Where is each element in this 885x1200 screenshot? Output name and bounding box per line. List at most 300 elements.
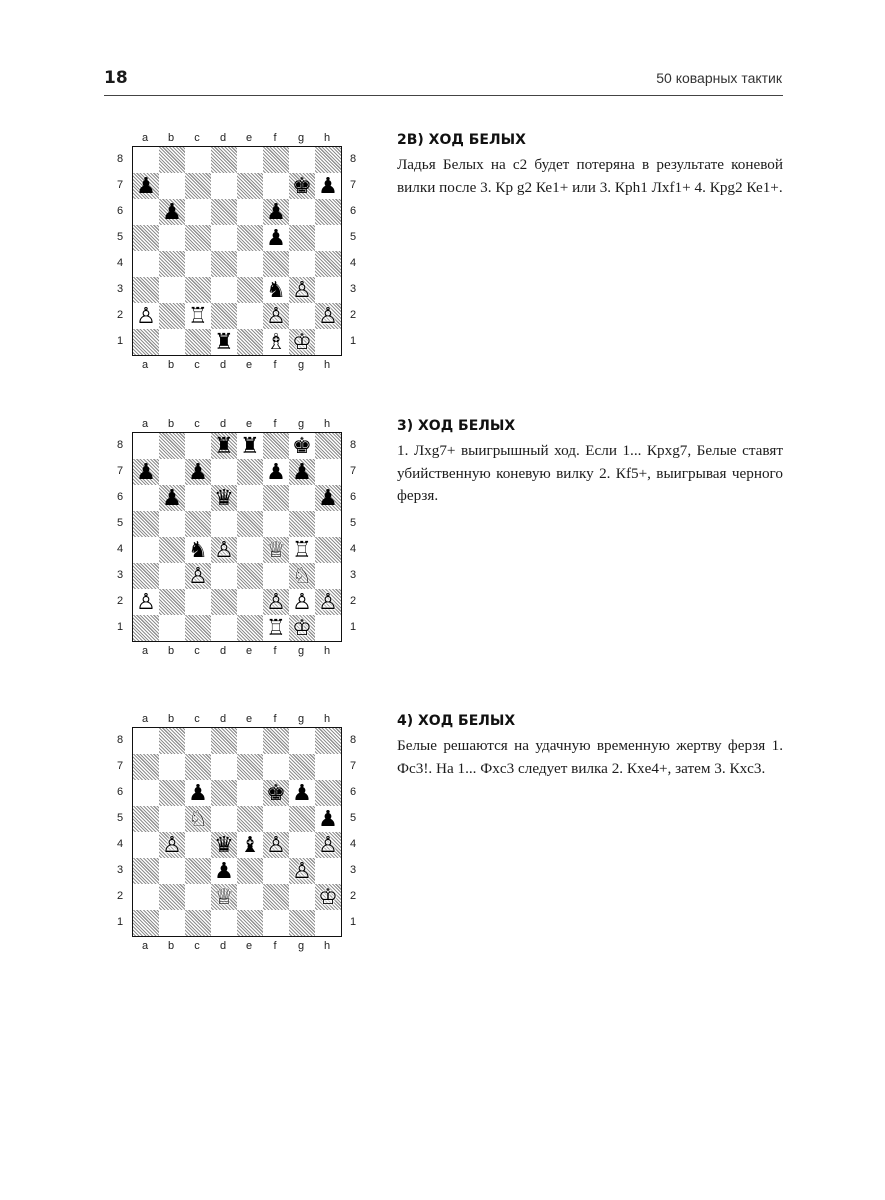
square-c2 — [185, 589, 211, 615]
square-g1 — [289, 910, 315, 936]
black-rook-e8: ♜ — [240, 434, 260, 459]
white-bishop-f1: ♗ — [266, 330, 286, 355]
square-b1 — [159, 329, 185, 355]
white-pawn-h2: ♙ — [318, 590, 338, 615]
square-c1 — [185, 615, 211, 641]
black-pawn-a7: ♟ — [136, 174, 156, 199]
black-pawn-c7: ♟ — [188, 460, 208, 485]
square-c3 — [185, 277, 211, 303]
square-b4 — [159, 251, 185, 277]
black-pawn-d3: ♟ — [214, 859, 234, 884]
white-queen-f4: ♕ — [266, 538, 286, 563]
square-g6 — [289, 199, 315, 225]
square-h1 — [315, 615, 341, 641]
square-b3 — [159, 277, 185, 303]
square-f5 — [263, 511, 289, 537]
file-label-h: h — [323, 645, 331, 657]
square-h3 — [315, 277, 341, 303]
square-a3 — [133, 277, 159, 303]
page-number: 18 — [104, 68, 128, 88]
file-label-d: d — [219, 645, 227, 657]
white-pawn-f2: ♙ — [266, 590, 286, 615]
rank-label-5: 5 — [349, 812, 357, 824]
square-e2 — [237, 589, 263, 615]
square-e6 — [237, 780, 263, 806]
rank-label-3: 3 — [116, 569, 124, 581]
rank-label-8: 8 — [116, 153, 124, 165]
rank-label-7: 7 — [349, 179, 357, 191]
black-king-g8: ♚ — [292, 434, 312, 459]
square-h4 — [315, 537, 341, 563]
square-e2 — [237, 303, 263, 329]
black-rook-d1: ♜ — [214, 330, 234, 355]
rank-label-1: 1 — [116, 621, 124, 633]
square-b7 — [159, 173, 185, 199]
square-e8 — [237, 728, 263, 754]
rank-label-4: 4 — [116, 543, 124, 555]
black-queen-d6: ♛ — [214, 486, 234, 511]
chess-board — [132, 146, 342, 356]
rank-label-2: 2 — [349, 309, 357, 321]
square-h3 — [315, 858, 341, 884]
white-rook-c2: ♖ — [188, 304, 208, 329]
square-a8 — [133, 433, 159, 459]
square-e7 — [237, 173, 263, 199]
square-a5 — [133, 225, 159, 251]
square-h8 — [315, 147, 341, 173]
square-e4 — [237, 537, 263, 563]
file-label-b: b — [167, 418, 175, 430]
file-label-c: c — [194, 713, 200, 725]
file-label-h: h — [323, 940, 331, 952]
square-h1 — [315, 910, 341, 936]
square-c7 — [185, 754, 211, 780]
header-rule — [104, 95, 783, 96]
square-b2 — [159, 303, 185, 329]
file-label-d: d — [219, 940, 227, 952]
square-a2 — [133, 884, 159, 910]
square-d5 — [211, 511, 237, 537]
file-label-g: g — [297, 713, 305, 725]
square-f5 — [263, 806, 289, 832]
square-c6 — [185, 199, 211, 225]
black-knight-f3: ♞ — [266, 278, 286, 303]
square-h6 — [315, 780, 341, 806]
file-label-h: h — [323, 132, 331, 144]
square-a3 — [133, 858, 159, 884]
file-label-c: c — [194, 359, 200, 371]
square-f4 — [263, 251, 289, 277]
square-d3 — [211, 563, 237, 589]
square-a7 — [133, 754, 159, 780]
black-pawn-h5: ♟ — [318, 807, 338, 832]
file-label-a: a — [141, 940, 149, 952]
chess-board — [132, 432, 342, 642]
white-king-g1: ♔ — [292, 330, 312, 355]
file-label-g: g — [297, 418, 305, 430]
square-h1 — [315, 329, 341, 355]
rank-label-6: 6 — [116, 205, 124, 217]
square-d8 — [211, 728, 237, 754]
white-pawn-a2: ♙ — [136, 304, 156, 329]
black-pawn-h7: ♟ — [318, 174, 338, 199]
square-f8 — [263, 147, 289, 173]
file-label-e: e — [245, 418, 253, 430]
square-c1 — [185, 910, 211, 936]
file-label-h: h — [323, 359, 331, 371]
black-bishop-e4: ♝ — [240, 833, 260, 858]
square-b2 — [159, 589, 185, 615]
file-label-a: a — [141, 418, 149, 430]
file-label-b: b — [167, 940, 175, 952]
square-d7 — [211, 173, 237, 199]
square-e3 — [237, 858, 263, 884]
white-king-g1: ♔ — [292, 616, 312, 641]
square-c4 — [185, 251, 211, 277]
rank-label-7: 7 — [349, 760, 357, 772]
rank-label-4: 4 — [349, 838, 357, 850]
square-d8 — [211, 147, 237, 173]
square-a6 — [133, 485, 159, 511]
white-pawn-g2: ♙ — [292, 590, 312, 615]
square-d2 — [211, 303, 237, 329]
file-label-c: c — [194, 132, 200, 144]
square-b6 — [159, 780, 185, 806]
white-knight-c5: ♘ — [188, 807, 208, 832]
rank-label-6: 6 — [349, 786, 357, 798]
file-label-g: g — [297, 132, 305, 144]
rank-label-5: 5 — [116, 812, 124, 824]
square-b7 — [159, 754, 185, 780]
square-b8 — [159, 433, 185, 459]
square-b7 — [159, 459, 185, 485]
square-e6 — [237, 199, 263, 225]
rank-label-3: 3 — [349, 864, 357, 876]
square-f8 — [263, 433, 289, 459]
black-pawn-a7: ♟ — [136, 460, 156, 485]
rank-label-1: 1 — [116, 916, 124, 928]
file-label-a: a — [141, 132, 149, 144]
puzzle-title: 2В) ХОД БЕЛЫХ — [397, 132, 526, 148]
square-e1 — [237, 329, 263, 355]
file-label-a: a — [141, 645, 149, 657]
black-pawn-c6: ♟ — [188, 781, 208, 806]
square-b8 — [159, 728, 185, 754]
puzzle-title: 3) ХОД БЕЛЫХ — [397, 418, 516, 434]
file-label-d: d — [219, 713, 227, 725]
rank-label-7: 7 — [116, 760, 124, 772]
file-label-e: e — [245, 713, 253, 725]
square-h4 — [315, 251, 341, 277]
square-c7 — [185, 173, 211, 199]
file-label-b: b — [167, 645, 175, 657]
square-e5 — [237, 806, 263, 832]
black-queen-d4: ♛ — [214, 833, 234, 858]
square-h7 — [315, 459, 341, 485]
square-a4 — [133, 537, 159, 563]
square-f3 — [263, 563, 289, 589]
square-e8 — [237, 147, 263, 173]
rank-label-3: 3 — [116, 283, 124, 295]
rank-label-5: 5 — [116, 231, 124, 243]
square-c8 — [185, 728, 211, 754]
square-d7 — [211, 754, 237, 780]
square-c1 — [185, 329, 211, 355]
square-e4 — [237, 251, 263, 277]
black-pawn-f5: ♟ — [266, 226, 286, 251]
rank-label-2: 2 — [116, 309, 124, 321]
file-label-b: b — [167, 359, 175, 371]
square-h5 — [315, 225, 341, 251]
black-pawn-f7: ♟ — [266, 460, 286, 485]
rank-label-2: 2 — [116, 890, 124, 902]
white-pawn-b4: ♙ — [162, 833, 182, 858]
square-c5 — [185, 225, 211, 251]
file-label-h: h — [323, 418, 331, 430]
square-a3 — [133, 563, 159, 589]
square-g2 — [289, 884, 315, 910]
rank-label-7: 7 — [116, 179, 124, 191]
puzzle-text-block — [397, 417, 783, 508]
square-c2 — [185, 884, 211, 910]
file-label-c: c — [194, 645, 200, 657]
square-a1 — [133, 910, 159, 936]
square-a5 — [133, 806, 159, 832]
square-e6 — [237, 485, 263, 511]
puzzle-text-block — [397, 131, 783, 199]
file-label-e: e — [245, 359, 253, 371]
white-pawn-f4: ♙ — [266, 833, 286, 858]
square-f7 — [263, 173, 289, 199]
rank-label-6: 6 — [349, 205, 357, 217]
square-f2 — [263, 884, 289, 910]
square-b3 — [159, 563, 185, 589]
file-label-b: b — [167, 713, 175, 725]
square-d2 — [211, 589, 237, 615]
square-g7 — [289, 754, 315, 780]
square-a1 — [133, 615, 159, 641]
square-c4 — [185, 832, 211, 858]
black-pawn-g7: ♟ — [292, 460, 312, 485]
square-e7 — [237, 754, 263, 780]
rank-label-4: 4 — [349, 543, 357, 555]
white-pawn-g3: ♙ — [292, 278, 312, 303]
square-h3 — [315, 563, 341, 589]
square-f1 — [263, 910, 289, 936]
rank-label-5: 5 — [116, 517, 124, 529]
square-b5 — [159, 806, 185, 832]
square-g4 — [289, 251, 315, 277]
white-knight-g3: ♘ — [292, 564, 312, 589]
square-h7 — [315, 754, 341, 780]
square-h5 — [315, 511, 341, 537]
rank-label-7: 7 — [116, 465, 124, 477]
rank-label-3: 3 — [116, 864, 124, 876]
rank-label-8: 8 — [349, 439, 357, 451]
rank-label-3: 3 — [349, 283, 357, 295]
square-e3 — [237, 563, 263, 589]
white-pawn-a2: ♙ — [136, 590, 156, 615]
file-label-a: a — [141, 713, 149, 725]
rank-label-2: 2 — [349, 595, 357, 607]
black-pawn-g6: ♟ — [292, 781, 312, 806]
black-pawn-f6: ♟ — [266, 200, 286, 225]
square-b4 — [159, 537, 185, 563]
chess-board — [132, 727, 342, 937]
square-a6 — [133, 780, 159, 806]
file-label-d: d — [219, 359, 227, 371]
square-b1 — [159, 615, 185, 641]
rank-label-6: 6 — [116, 491, 124, 503]
rank-label-3: 3 — [349, 569, 357, 581]
square-c5 — [185, 511, 211, 537]
rank-label-4: 4 — [116, 257, 124, 269]
rank-label-5: 5 — [349, 231, 357, 243]
square-b3 — [159, 858, 185, 884]
file-label-f: f — [273, 940, 277, 952]
file-label-f: f — [273, 418, 277, 430]
puzzle-description: 1. Лxg7+ выигрышный ход. Если 1... Крxg7, Белые ставят убийственную коневую вилку 2. Кf5+, выигрывая черного ферзя. — [397, 442, 783, 504]
file-label-f: f — [273, 713, 277, 725]
square-g2 — [289, 303, 315, 329]
file-label-a: a — [141, 359, 149, 371]
black-king-g7: ♚ — [292, 174, 312, 199]
black-knight-c4: ♞ — [188, 538, 208, 563]
square-d3 — [211, 277, 237, 303]
rank-label-6: 6 — [116, 786, 124, 798]
white-pawn-c3: ♙ — [188, 564, 208, 589]
chess-diagram — [110, 417, 355, 663]
rank-label-8: 8 — [116, 439, 124, 451]
rank-label-2: 2 — [116, 595, 124, 607]
file-label-e: e — [245, 940, 253, 952]
square-b2 — [159, 884, 185, 910]
square-c6 — [185, 485, 211, 511]
rank-label-8: 8 — [349, 153, 357, 165]
file-label-g: g — [297, 359, 305, 371]
square-a6 — [133, 199, 159, 225]
puzzle-text-block — [397, 712, 783, 780]
square-e5 — [237, 511, 263, 537]
square-d1 — [211, 615, 237, 641]
black-king-f6: ♚ — [266, 781, 286, 806]
square-h8 — [315, 433, 341, 459]
square-a4 — [133, 251, 159, 277]
square-g8 — [289, 147, 315, 173]
black-pawn-b6: ♟ — [162, 200, 182, 225]
white-rook-g4: ♖ — [292, 538, 312, 563]
square-a1 — [133, 329, 159, 355]
square-f6 — [263, 485, 289, 511]
running-title: 50 коварных тактик — [656, 70, 782, 86]
square-g5 — [289, 225, 315, 251]
white-pawn-h4: ♙ — [318, 833, 338, 858]
rank-label-5: 5 — [349, 517, 357, 529]
rank-label-8: 8 — [349, 734, 357, 746]
chess-diagram — [110, 131, 355, 377]
square-a4 — [133, 832, 159, 858]
square-d6 — [211, 199, 237, 225]
square-f8 — [263, 728, 289, 754]
square-d4 — [211, 251, 237, 277]
rank-label-6: 6 — [349, 491, 357, 503]
square-e3 — [237, 277, 263, 303]
square-a8 — [133, 147, 159, 173]
file-label-e: e — [245, 132, 253, 144]
file-label-b: b — [167, 132, 175, 144]
square-e7 — [237, 459, 263, 485]
puzzle-description: Ладья Белых на c2 будет потеряна в результате коневой вилки после 3. Кр g2 Ке1+ или 3. Крh1 Лxf1+ 4. Крg2 Ке1+. — [397, 156, 783, 196]
white-king-h2: ♔ — [318, 885, 338, 910]
rank-label-1: 1 — [349, 916, 357, 928]
file-label-d: d — [219, 418, 227, 430]
square-h8 — [315, 728, 341, 754]
white-queen-d2: ♕ — [214, 885, 234, 910]
white-pawn-h2: ♙ — [318, 304, 338, 329]
square-g5 — [289, 511, 315, 537]
square-c3 — [185, 858, 211, 884]
square-f3 — [263, 858, 289, 884]
rank-label-4: 4 — [349, 257, 357, 269]
square-f7 — [263, 754, 289, 780]
black-rook-d8: ♜ — [214, 434, 234, 459]
rank-label-1: 1 — [349, 621, 357, 633]
file-label-c: c — [194, 940, 200, 952]
square-d5 — [211, 806, 237, 832]
rank-label-1: 1 — [116, 335, 124, 347]
puzzle-title: 4) ХОД БЕЛЫХ — [397, 713, 516, 729]
file-label-g: g — [297, 645, 305, 657]
file-label-g: g — [297, 940, 305, 952]
black-pawn-b6: ♟ — [162, 486, 182, 511]
white-pawn-f2: ♙ — [266, 304, 286, 329]
white-pawn-g3: ♙ — [292, 859, 312, 884]
file-label-c: c — [194, 418, 200, 430]
square-d1 — [211, 910, 237, 936]
rank-label-2: 2 — [349, 890, 357, 902]
rank-label-7: 7 — [349, 465, 357, 477]
square-g6 — [289, 485, 315, 511]
puzzle-description: Белые решаются на удачную временную жертву ферзя 1. Фc3!. На 1... Фxc3 следует вилка 2. Кxe4+, затем 3. Кxc3. — [397, 737, 783, 777]
square-g5 — [289, 806, 315, 832]
square-b8 — [159, 147, 185, 173]
square-a5 — [133, 511, 159, 537]
square-g8 — [289, 728, 315, 754]
chess-diagram — [110, 712, 355, 958]
file-label-f: f — [273, 359, 277, 371]
square-e1 — [237, 910, 263, 936]
square-e5 — [237, 225, 263, 251]
file-label-h: h — [323, 713, 331, 725]
square-b1 — [159, 910, 185, 936]
square-b5 — [159, 225, 185, 251]
file-label-f: f — [273, 132, 277, 144]
square-b5 — [159, 511, 185, 537]
square-d7 — [211, 459, 237, 485]
square-c8 — [185, 147, 211, 173]
rank-label-4: 4 — [116, 838, 124, 850]
black-pawn-h6: ♟ — [318, 486, 338, 511]
square-g4 — [289, 832, 315, 858]
square-e2 — [237, 884, 263, 910]
square-c8 — [185, 433, 211, 459]
square-a8 — [133, 728, 159, 754]
white-pawn-d4: ♙ — [214, 538, 234, 563]
file-label-e: e — [245, 645, 253, 657]
white-rook-f1: ♖ — [266, 616, 286, 641]
file-label-f: f — [273, 645, 277, 657]
file-label-d: d — [219, 132, 227, 144]
